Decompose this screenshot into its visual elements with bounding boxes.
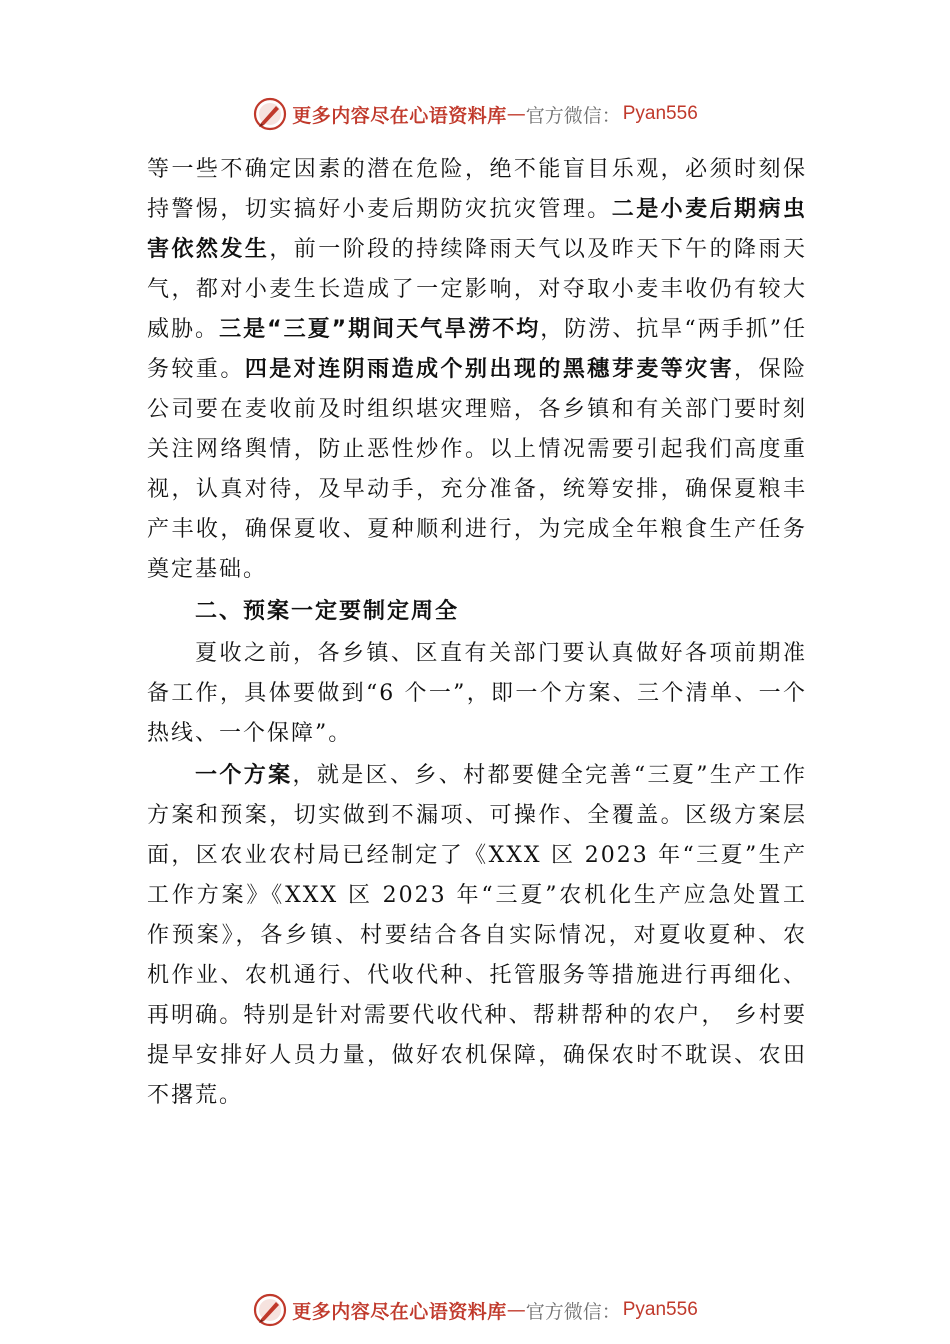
header-wechat-id: Pyan556 <box>622 103 698 124</box>
header-wechat-label: 官方微信： <box>525 104 621 127</box>
header-dash: — <box>506 103 526 125</box>
header-banner <box>0 94 950 134</box>
pen-logo-icon <box>252 1292 288 1328</box>
p3-text-1: ，就是区、乡、村都要健全完善“三夏”生产工作方案和预案，切实做到不漏项、可操作、全覆盖。区级方案层面，区农业农村局已经制定了《XXX 区 2023 年“三夏”生产工作方案》《XXX 区 2023 年“三夏”农机化生产应急处置工作预案》，各乡镇、村要结合各自实际情况，对夏收夏种、农机作业、农机通行、代收代种、托管服务等措施进行再细化、再明确。特别是针对需要代收代种、帮耕帮种的农户， 乡村要提早安排好人员力量，做好农机保障，确保农时不耽误、农田不撂荒。 <box>147 763 807 1108</box>
p3-bold-1: 一个方案 <box>195 763 293 788</box>
p1-text-2: ，前一阶段的持续降雨天气以及昨天下午的降雨天气，都对小麦生长造成了一定影响，对夺取小麦丰收仍有较大威胁。 <box>147 237 807 342</box>
p1-text-3: ，防涝、抗旱“两手抓”任务较重。 <box>147 317 807 382</box>
p1-text-1: 等一些不确定因素的潜在危险，绝不能盲目乐观，必须时刻保持警惕，切实搞好小麦后期防灾抗灾管理。 <box>147 157 807 222</box>
p1-bold-3: 四是对连阴雨造成个别出现的黑穗芽麦等灾害 <box>244 357 735 382</box>
header-brand-text: 更多内容尽在心语资料库 <box>292 104 507 127</box>
p1-bold-1: 二是小麦后期病虫害依然发生 <box>147 197 807 262</box>
footer-dash: — <box>506 1299 526 1321</box>
footer-wechat-label: 官方微信： <box>525 1300 621 1323</box>
paragraph-one-plan <box>147 756 807 1116</box>
footer-banner <box>0 1290 950 1330</box>
footer-brand-text: 更多内容尽在心语资料库 <box>292 1300 507 1323</box>
footer-wechat-id: Pyan556 <box>622 1299 698 1320</box>
p1-text-4: ，保险公司要在麦收前及时组织堪灾理赔，各乡镇和有关部门要时刻关注网络舆情，防止恶性炒作。以上情况需要引起我们高度重视，认真对待，及早动手，充分准备，统筹安排，确保夏粮丰产丰收，确保夏收、夏种顺利进行，为完成全年粮食生产任务奠定基础。 <box>147 357 807 582</box>
paragraph-risks <box>147 150 807 590</box>
pen-logo-icon <box>252 96 288 132</box>
p1-bold-2: 三是“三夏”期间天气旱涝不均 <box>219 317 541 342</box>
paragraph-preparation: 夏收之前，各乡镇、区直有关部门要认真做好各项前期准备工作，具体要做到“6 个一”，即一个方案、三个清单、一个热线、一个保障”。 <box>147 641 807 746</box>
document-body <box>147 150 807 1116</box>
section-heading-2: 二、预案一定要制定周全 <box>195 599 460 624</box>
